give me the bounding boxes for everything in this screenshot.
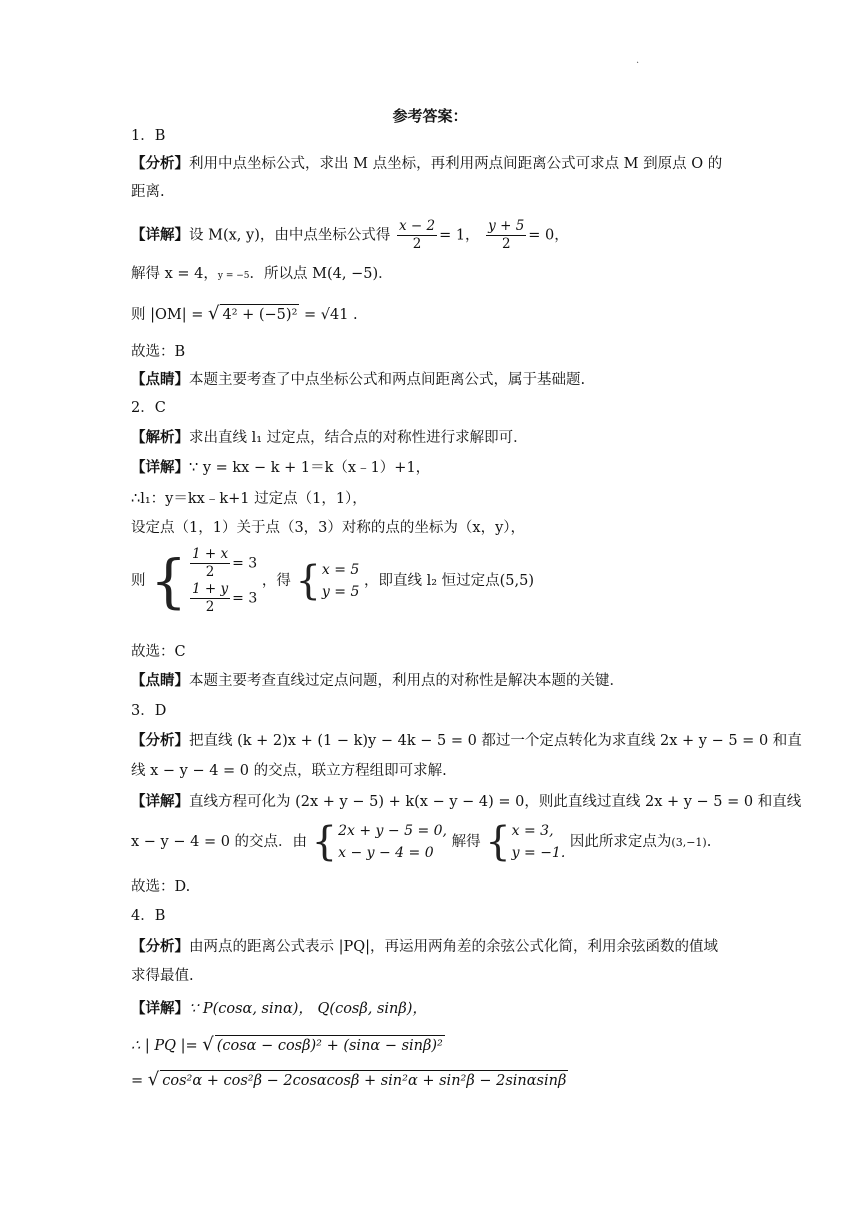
detail-text: ∵ P(cosα, sinα)， Q(cosβ, sinβ)， xyxy=(189,1001,427,1017)
fixed-point: (3,−1) xyxy=(671,836,707,849)
q4-answer: 4．B xyxy=(131,908,166,924)
left-brace: { xyxy=(485,819,511,865)
end-mark: . xyxy=(706,834,712,850)
q4-analysis-cont: 求得最值. xyxy=(131,968,194,984)
q4-distance: ∴ | PQ |= √ (cosα − cosβ)² + (sinα − sinβ)² xyxy=(131,1034,443,1055)
fraction-denominator: 2 xyxy=(205,599,215,615)
fraction-numerator: 1 + x xyxy=(192,546,229,562)
fraction-numerator: y + 5 xyxy=(488,218,525,234)
solution-row: x = 5 xyxy=(321,562,360,578)
get-text: ，得 xyxy=(261,573,291,589)
detail-text: ∵ y = kx − k + 1＝k（x﹣1）+1， xyxy=(189,460,431,476)
q3-system-line xyxy=(131,820,711,864)
fraction xyxy=(190,546,230,581)
analysis-tag: 【分析】 xyxy=(131,939,189,955)
fraction-denominator: 2 xyxy=(412,236,422,252)
comment-text: 本题主要考查了中点坐标公式和两点间距离公式，属于基础题. xyxy=(189,372,586,388)
q1-distance: 则 |OM| = √ 4² + (−5)² = √41 . xyxy=(131,303,358,324)
q4-analysis xyxy=(131,937,718,957)
radicand: (cosα − cosβ)² + (sinα − sinβ)² xyxy=(215,1035,445,1056)
detail-tag: 【详解】 xyxy=(131,460,189,476)
q1-analysis xyxy=(131,154,722,174)
fraction-denominator: 2 xyxy=(501,236,511,252)
tail-text: ，即直线 l₂ 恒过定点(5,5) xyxy=(363,573,535,589)
solution-system xyxy=(485,820,565,864)
q3-analysis-cont: 线 x − y − 4 = 0 的交点，联立方程组即可求解. xyxy=(131,763,447,779)
equation-system xyxy=(312,820,447,864)
solve-text: 解得 xyxy=(451,834,481,850)
q2-system-line xyxy=(131,546,534,616)
analysis-tag: 【分析】 xyxy=(131,156,189,172)
equation-part: = 1， xyxy=(439,227,480,244)
detail-text-b: 因此所求定点为 xyxy=(569,834,672,850)
system-eq: = 3 xyxy=(232,555,258,572)
q3-analysis xyxy=(131,731,802,751)
fraction xyxy=(190,581,230,616)
comment-tag: 【点睛】 xyxy=(131,372,189,388)
page-title: 参考答案： xyxy=(392,107,468,125)
system-row: x − y − 4 = 0 xyxy=(338,845,434,861)
analysis-text: 由两点的距离公式表示 |PQ|，再运用两角差的余弦公式化简，利用余弦函数的值域 xyxy=(189,939,719,955)
q3-detail xyxy=(131,792,801,812)
q1-comment xyxy=(131,370,585,390)
q2-detail xyxy=(131,458,430,478)
solution-row: y = −1. xyxy=(511,845,566,861)
q2-answer: 2．C xyxy=(131,400,166,416)
q1-detail xyxy=(131,218,569,253)
left-brace: { xyxy=(295,558,321,604)
q3-choice: 故选：D. xyxy=(131,879,191,895)
then-text: 则 xyxy=(131,573,146,589)
analysis-text: 把直线 (k + 2)x + (1 − k)y − 4k − 5 = 0 都过一个定点转化为求直线 2x + y − 5 = 0 和直 xyxy=(189,733,802,749)
equation-part: = 0， xyxy=(528,227,569,244)
fraction xyxy=(397,218,437,253)
fraction-numerator: x − 2 xyxy=(398,218,436,234)
q2-detail-3: 设定点（1，1）关于点（3，3）对称的点的坐标为（x，y）， xyxy=(131,520,526,536)
q2-choice: 故选：C xyxy=(131,644,186,660)
left-brace: { xyxy=(150,547,188,615)
solution-row: y = 5 xyxy=(321,584,360,600)
q2-analysis xyxy=(131,428,528,448)
q2-detail-2: ∴l₁：y＝kx﹣k+1 过定点（1，1）， xyxy=(131,491,367,507)
detail-tag: 【详解】 xyxy=(131,1001,189,1017)
equals: = xyxy=(131,1073,144,1089)
comment-text: 本题主要考查直线过定点问题，利用点的对称性是解决本题的关键． xyxy=(189,673,624,689)
detail-text: 直线方程可化为 (2x + y − 5) + k(x − y − 4) = 0，则此直线过直线 2x + y − 5 = 0 和直线 xyxy=(189,794,802,810)
q2-comment xyxy=(131,671,624,691)
q4-expand: = √ cos²α + cos²β − 2cosαcosβ + sin²α + sin²β − 2sinαsinβ xyxy=(131,1069,567,1090)
distance-result: = √41 . xyxy=(304,307,358,323)
q1-analysis-cont: 距离. xyxy=(131,184,165,200)
solution-system xyxy=(295,559,359,603)
system-eq: = 3 xyxy=(232,590,258,607)
solve-text-b: ．所以点 M(4, −5)． xyxy=(249,266,393,282)
q1-choice: 故选：B xyxy=(131,344,186,360)
detail-tag: 【详解】 xyxy=(131,794,189,810)
q1-answer: 1．B xyxy=(131,128,166,144)
q4-detail xyxy=(131,999,427,1019)
q1-solve xyxy=(131,264,393,286)
distance-label: 则 |OM| = xyxy=(131,307,204,323)
analysis-text: 求出直线 l₁ 过定点，结合点的对称性进行求解即可． xyxy=(189,430,528,446)
fraction xyxy=(486,218,526,253)
analysis-tag: 【分析】 xyxy=(131,733,189,749)
page-dot: · xyxy=(636,58,640,69)
solution-row: x = 3, xyxy=(511,823,554,839)
solve-small: y = −5 xyxy=(217,271,250,281)
radicand: cos²α + cos²β − 2cosαcosβ + sin²α + sin²β − 2sinαsinβ xyxy=(160,1070,568,1091)
analysis-text: 利用中点坐标公式，求出 M 点坐标，再利用两点间距离公式可求点 M 到原点 O 的 xyxy=(189,156,723,172)
solve-text: 解得 x = 4， xyxy=(131,266,218,282)
detail-text: x − y − 4 = 0 的交点．由 xyxy=(131,834,308,850)
left-brace: { xyxy=(311,819,338,865)
system-row: 2x + y − 5 = 0, xyxy=(338,823,447,839)
comment-tag: 【点睛】 xyxy=(131,673,189,689)
detail-text: 设 M(x, y)，由中点坐标公式得 xyxy=(189,227,391,244)
detail-tag: 【详解】 xyxy=(131,227,189,244)
radicand: 4² + (−5)² xyxy=(220,304,299,325)
analysis-tag: 【解析】 xyxy=(131,430,189,446)
distance-label: ∴ | PQ |= xyxy=(131,1038,198,1054)
q3-answer: 3．D xyxy=(131,703,167,719)
fraction-numerator: 1 + y xyxy=(192,581,229,597)
equation-system xyxy=(150,546,257,616)
fraction-denominator: 2 xyxy=(205,564,215,580)
